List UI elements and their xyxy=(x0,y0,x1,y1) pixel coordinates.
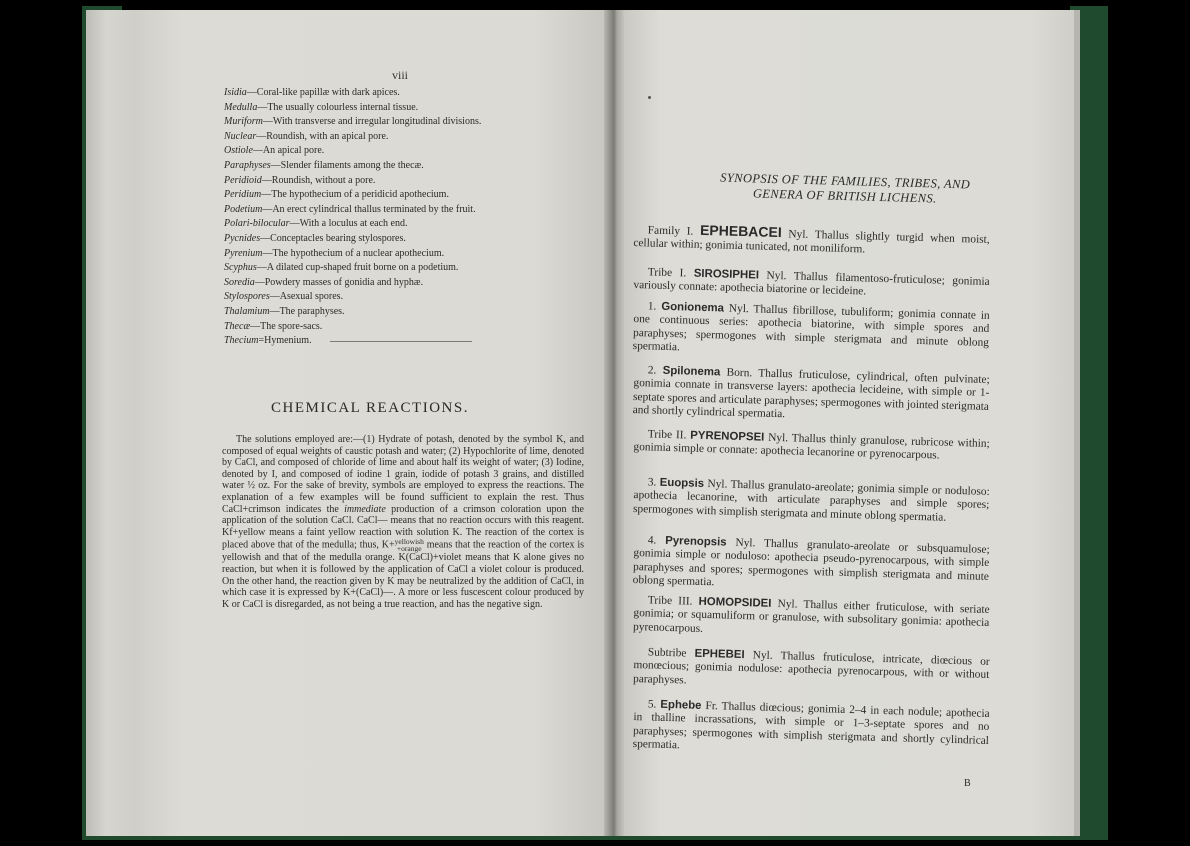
glossary-definition: =Hymenium. xyxy=(258,335,312,347)
entry-lead: 3. xyxy=(647,476,660,489)
synopsis-title-line-1: SYNOPSIS OF THE FAMILIES, TRIBES, AND xyxy=(720,170,971,192)
entry-lead: Tribe II. xyxy=(647,428,691,442)
entry-text: Nyl. Thallus granulato-areolate; gonimia simple or noduloso: apothecia lecanorine, with articulate paraphyses and simple spores; spermogones with simplish sterigmata and minute oblong spermatia. xyxy=(632,477,990,524)
synopsis-entry-genus xyxy=(633,698,990,762)
glossary-definition: —The usually colourless internal tissue. xyxy=(257,101,419,113)
entry-name: Ephebe xyxy=(660,698,702,712)
entry-text: Nyl. Thallus slightly turgid when moist, cellular within; gonimia tunicated, not moniliform. xyxy=(633,228,990,256)
glossary-entry xyxy=(224,276,584,291)
glossary-entry xyxy=(224,232,584,247)
glossary-definition: —A dilated cup-shaped fruit borne on a podetium. xyxy=(256,262,459,274)
synopsis-title-line-2: GENERA OF BRITISH LICHENS. xyxy=(752,186,937,206)
glossary-term: Thecium xyxy=(224,335,259,347)
entry-text: Born. Thallus fruticulose, cylindrical, often pulvinate; gonimia connate in transverse layers: apothecia lecideine, with simple or 1-septate spores and articulate paraphyses; spermogones with jointed sterigmata and shortly cylindrical spermatia. xyxy=(632,366,990,421)
glossary-term: Thalamium xyxy=(224,305,270,317)
glossary-term: Pyrenium xyxy=(224,247,263,259)
entry-name: PYRENOPSEI xyxy=(690,429,765,444)
glossary-definition: —With transverse and irregular longitudinal divisions. xyxy=(262,116,482,128)
glossary-term: Polari-bilocular xyxy=(224,218,290,230)
page-edges-left xyxy=(86,10,136,836)
glossary-list xyxy=(224,86,584,349)
glossary-definition: —The paraphyses. xyxy=(269,305,345,317)
reactions-text-3: means that the reaction of the cortex is yellowish and that of the medulla orange. K(CaCl)+violet means that K alone gives no reaction, but when it is followed by the application of CaCl a violet colour is produced. On the other hand, the reaction given by K may be neutralized by the addition of CaCl, in which case it is expressed by K+(CaCl)—. A more or less fuscescent colour produced by K or CaCl is disregarded, as not being a true reaction, and has the negative sign. xyxy=(222,539,584,610)
glossary-term: Nuclear xyxy=(224,130,257,142)
glossary-definition: —Slender filaments among the thecæ. xyxy=(270,159,424,171)
section-title: CHEMICAL REACTIONS. xyxy=(271,400,469,416)
glossary-entry xyxy=(224,159,584,174)
glossary-term: Stylospores xyxy=(224,291,270,303)
glossary-definition: —An apical pore. xyxy=(252,145,325,157)
glossary-entry xyxy=(224,305,584,320)
synopsis-entry-genus xyxy=(633,364,990,428)
glossary-term: Pycnides xyxy=(224,232,261,244)
glossary-definition: —Coral-like papillæ with dark apices. xyxy=(246,87,400,98)
reactions-emphasis: immediate xyxy=(344,503,386,515)
entry-text: Nyl. Thallus filamentoso-fruticulose; gonimia variously connate: apothecia biatorine or lecideine. xyxy=(633,269,990,298)
entry-lead: Tribe I. xyxy=(647,266,694,280)
glossary-entry xyxy=(224,261,584,276)
glossary-term: Soredia xyxy=(224,276,255,288)
glossary-definition: —Roundish, without a pore. xyxy=(261,174,376,186)
glossary-definition: —Conceptacles bearing stylospores. xyxy=(260,232,406,244)
glossary-entry xyxy=(224,115,584,130)
glossary-entry xyxy=(224,86,584,101)
glossary-entry xyxy=(224,101,584,116)
entry-lead: 5. xyxy=(647,698,661,711)
entry-text: Nyl. Thallus either fruticulose, with seriate gonimia; or squamuliform or granulose, with subsolitary gonimia: apothecia pyrenocarpous. xyxy=(632,597,990,635)
entry-text: Nyl. Thallus granulato-areolate or subsquamulose; gonimia simple or noduloso: apothecia pseudo-pyrenocarpous, with simple paraphyses and spores; spermogones with simplish sterigmata and minute oblong spermatia. xyxy=(632,536,990,589)
glossary-entry xyxy=(224,188,584,203)
glossary-entry xyxy=(224,144,584,159)
glossary-entry xyxy=(224,217,584,232)
signature-mark: B xyxy=(964,778,971,789)
entry-text: Nyl. Thallus fibrillose, tubuliform; gonimia connate in one continuous series: apothecia biatorine, with simple spores and paraphyses; spermogones with simple sterigmata and minute oblong spermatia. xyxy=(632,302,990,354)
entry-name: Euopsis xyxy=(659,476,705,490)
glossary-definition: —Asexual spores. xyxy=(269,291,344,303)
entry-lead: Subtribe xyxy=(647,646,695,660)
glossary-entry xyxy=(224,130,584,145)
entry-lead: 1. xyxy=(647,300,662,313)
entry-text: Nyl. Thallus thinly granulose, rubricose within; gonimia simple or connate: apothecia lecanorine or pyrenocarpous. xyxy=(633,431,990,462)
fraction-top: yellowish xyxy=(394,537,424,547)
entry-name: EPHEBEI xyxy=(694,647,745,662)
entry-lead: Tribe III. xyxy=(647,594,699,608)
entry-lead: 4. xyxy=(647,534,666,547)
entry-name: HOMOPSIDEI xyxy=(698,595,772,610)
glossary-term: Peridium xyxy=(224,189,262,201)
reactions-text-1: The solutions employed are:—(1) Hydrate of potash, denoted by the symbol K, and composed of equal weights of caustic potash and water; (2) Hypochlorite of lime, denoted by CaCl, and composed of chloride of lime and about half its weight of water; (3) Iodine, denoted by I, and composed of iodine 1 grain, iodide of potash 3 grains, and distilled water ½ oz. For the sake of brevity, symbols are employed to express the reactions. The explanation of a few examples will be found sufficient to explain the rest. Thus CaCl+crimson indicates the xyxy=(222,434,584,515)
glossary-definition: —With a loculus at each end. xyxy=(289,218,408,230)
glossary-term: Thecæ xyxy=(224,320,251,332)
synopsis-entry-genus xyxy=(633,534,990,598)
entry-text: Nyl. Thallus fruticulose, intricate, diœcious or monœcious; gonimia nodulose: apothecia pyrenocarpous, with or without paraphyses. xyxy=(632,649,990,687)
fraction-bottom: +orange xyxy=(396,544,422,554)
glossary-definition: —Roundish, with an apical pore. xyxy=(256,130,389,142)
entry-name: Gonionema xyxy=(661,300,725,315)
glossary-term: Peridioid xyxy=(224,174,262,186)
page-number: viii xyxy=(392,68,409,82)
entry-name: Pyrenopsis xyxy=(665,534,727,549)
glossary-term: Medulla xyxy=(224,101,258,113)
section-divider xyxy=(330,341,472,342)
entry-name: SIROSIPHEI xyxy=(693,267,760,282)
reaction-fraction xyxy=(395,538,424,552)
glossary-term: Podetium xyxy=(224,203,263,215)
glossary-definition: —The hypothecium of a nuclear apothecium. xyxy=(262,247,445,259)
entry-name: EPHEBACEI xyxy=(699,221,782,241)
page-edges-right xyxy=(1074,10,1080,836)
glossary-entry xyxy=(224,174,584,189)
entry-lead: Family I. xyxy=(647,224,701,238)
glossary-entry xyxy=(224,320,584,335)
glossary-entry xyxy=(224,247,584,262)
glossary-entry xyxy=(224,203,584,218)
glossary-term: Paraphyses xyxy=(224,159,271,171)
book-gutter xyxy=(604,10,626,836)
entry-name: Spilonema xyxy=(662,364,721,379)
glossary-term: Ostiole xyxy=(224,145,253,157)
glossary-term: Isidia xyxy=(224,87,247,98)
glossary-definition: —An erect cylindrical thallus terminated by the fruit. xyxy=(262,203,476,215)
synopsis-entry-genus xyxy=(633,300,990,364)
ink-speck xyxy=(648,96,651,99)
glossary-entry xyxy=(224,290,584,305)
entry-lead: 2. xyxy=(647,364,663,377)
glossary-definition: —Powdery masses of gonidia and hyphæ. xyxy=(254,276,424,288)
entry-text: Fr. Thallus diœcious; gonimia 2–4 in each nodule; apothecia in thalline incrassations, with simple or 1–3-septate spores and no paraphyses; spermogones with simplish sterigmata and shortly cylindrical spermatia. xyxy=(632,699,990,752)
glossary-definition: —The hypothecium of a peridicid apothecium. xyxy=(261,189,449,201)
glossary-term: Scyphus xyxy=(224,262,257,274)
glossary-term: Muriform xyxy=(224,116,263,128)
chemical-reactions-paragraph xyxy=(222,434,584,610)
glossary-definition: —The spore-sacs. xyxy=(250,320,323,332)
reactions-text-2: production of a crimson coloration upon the application of the solution CaCl. CaCl— means that no reaction occurs with this reagent. Kf+yellow means a faint yellow reaction with solution K. The reaction of the cortex is placed above that of the medulla; thus, K+ xyxy=(222,503,585,551)
